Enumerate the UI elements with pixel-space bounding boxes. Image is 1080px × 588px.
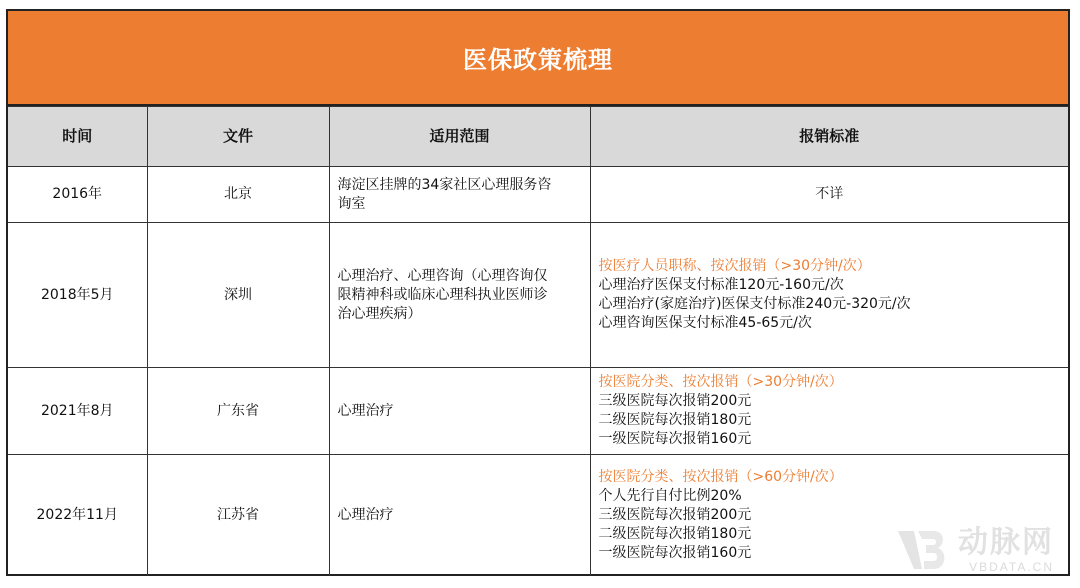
cell-file: 广东省	[147, 368, 329, 455]
standard-line: 三级医院每次报销200元	[598, 393, 752, 409]
cell-scope	[329, 455, 590, 576]
cell-scope	[329, 167, 590, 223]
standard-heading: 按医疗人员职称、按次报销（>30分钟/次）	[598, 258, 871, 274]
standard-line: 不详	[815, 186, 844, 202]
watermark-text	[958, 526, 1054, 574]
vb-logo-icon	[894, 527, 950, 573]
header-file: 文件	[147, 107, 329, 167]
standard-line: 心理治疗医保支付标准120元-160元/次	[598, 277, 844, 293]
cell-time: 2018年5月	[8, 223, 147, 368]
policy-table	[8, 106, 1068, 576]
cell-file: 深圳	[147, 223, 329, 368]
watermark-cn: 动脉网	[958, 525, 1054, 560]
standard-line: 三级医院每次报销200元	[598, 506, 752, 523]
page-title: 医保政策梳理	[463, 46, 613, 74]
cell-standard	[590, 368, 1068, 455]
table-row	[8, 368, 1068, 455]
scope-line: 心理治疗、心理咨询（心理咨询仅	[337, 267, 548, 284]
standard-line: 一级医院每次报销160元	[598, 431, 752, 447]
scope-line: 限精神科或临床心理科执业医师诊	[337, 286, 548, 303]
cell-file: 江苏省	[147, 455, 329, 576]
policy-table-container	[6, 9, 1070, 576]
standard-line: 一级医院每次报销160元	[598, 544, 752, 561]
scope-line: 治心理疾病）	[337, 305, 422, 322]
standard-heading: 按医院分类、按次报销（>60分钟/次）	[598, 468, 843, 485]
header-time: 时间	[8, 107, 147, 167]
cell-time: 2016年	[8, 167, 147, 223]
cell-time: 2021年8月	[8, 368, 147, 455]
standard-line: 二级医院每次报销180元	[598, 525, 752, 542]
standard-heading: 按医院分类、按次报销（>30分钟/次）	[598, 374, 843, 390]
cell-scope	[329, 368, 590, 455]
cell-time: 2022年11月	[8, 455, 147, 576]
cell-scope	[329, 223, 590, 368]
scope-line: 海淀区挂牌的34家社区心理服务咨	[337, 176, 552, 193]
table-row	[8, 167, 1068, 223]
standard-line: 二级医院每次报销180元	[598, 412, 752, 428]
watermark	[894, 526, 1054, 574]
standard-line: 心理咨询医保支付标准45-65元/次	[598, 315, 812, 331]
standard-line: 个人先行自付比例20%	[598, 487, 742, 504]
cell-standard	[590, 223, 1068, 368]
header-scope: 适用范围	[329, 107, 590, 167]
scope-line: 心理治疗	[337, 506, 394, 523]
header-row	[8, 107, 1068, 167]
header-standard: 报销标准	[590, 107, 1068, 167]
watermark-en: VBDATA.CN	[969, 560, 1054, 574]
cell-standard	[590, 167, 1068, 223]
table-title-bar	[8, 11, 1068, 106]
table-row	[8, 223, 1068, 368]
standard-line: 心理治疗(家庭治疗)医保支付标准240元-320元/次	[598, 296, 911, 312]
scope-line: 询室	[337, 195, 366, 212]
scope-line: 心理治疗	[337, 402, 394, 419]
cell-file: 北京	[147, 167, 329, 223]
